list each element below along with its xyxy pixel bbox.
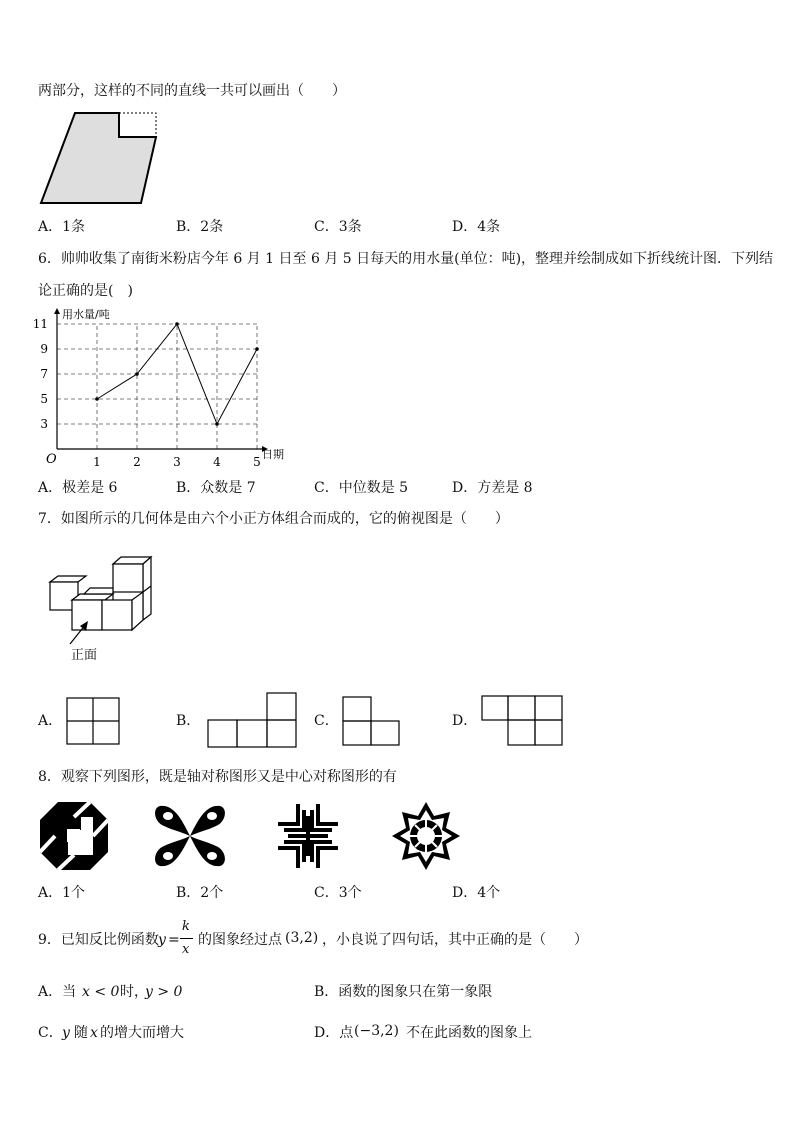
x-tick-label: 3 — [173, 455, 181, 469]
q8-figure-3-cross-emblem — [274, 802, 342, 870]
q7-option-c-figure[interactable] — [342, 696, 400, 746]
q5-option-c[interactable]: C．3条 — [314, 219, 362, 235]
y-tick-label: 7 — [40, 367, 48, 381]
y-tick-label: 11 — [32, 317, 48, 331]
data-point-day-1 — [95, 397, 99, 401]
q9-func-eq: = — [168, 932, 180, 948]
q9-option-a-mid: 时， — [120, 984, 148, 1000]
q9-point: (3,2) — [285, 930, 319, 946]
q8-figure-1-octagon-logo — [38, 800, 110, 872]
q9-stem-pre: 9．已知反比例函数 — [38, 932, 159, 948]
data-point-day-5 — [255, 347, 259, 351]
data-point-day-3 — [175, 322, 179, 326]
q7-option-a-figure[interactable] — [66, 697, 120, 745]
x-tick-label: 4 — [213, 455, 221, 469]
q9-option-b[interactable]: B．函数的图象只在第一象限 — [314, 984, 493, 1000]
q6-option-d[interactable]: D．方差是 8 — [452, 480, 533, 496]
data-point-day-2 — [135, 372, 139, 376]
q9-stem-post: ，小良说了四句话，其中正确的是（ ） — [322, 932, 588, 948]
q9-option-c-mid: 随 — [74, 1025, 88, 1041]
q6-option-c[interactable]: C．中位数是 5 — [314, 480, 409, 496]
q9-option-c-x: x — [90, 1025, 98, 1041]
q6-stem-line2: 论正确的是( ) — [38, 283, 133, 299]
x-tick-label: 2 — [133, 455, 141, 469]
q8-option-c[interactable]: C．3个 — [314, 885, 362, 901]
q6-water-usage-line-chart — [30, 306, 300, 474]
q9-option-d-point: (−3,2) — [354, 1023, 399, 1039]
y-axis-arrow — [54, 308, 60, 314]
q7-stem: 7．如图所示的几何体是由六个小正方体组合而成的，它的俯视图是（ ） — [38, 511, 509, 527]
q7-option-d[interactable]: D． — [452, 713, 478, 729]
q6-stem-line1: 6．帅帅收集了南街米粉店今年 6 月 1 日至 6 月 5 日每天的用水量(单位：吨)，整理并绘制成如下折线统计图．下列结 — [38, 251, 774, 267]
q9-option-c-prefix[interactable]: C． — [38, 1025, 63, 1041]
q7-option-c[interactable]: C． — [314, 713, 339, 729]
q9-option-c-y: y — [62, 1025, 70, 1041]
q9-stem-mid: 的图象经过点 — [198, 932, 282, 948]
data-point-day-4 — [215, 422, 219, 426]
q9-option-d-post: 不在此函数的图象上 — [406, 1025, 532, 1041]
x-axis-label: 日期 — [262, 448, 284, 461]
q8-figure-4-star-flower — [390, 800, 462, 872]
y-tick-label: 9 — [40, 342, 48, 356]
q8-stem: 8．观察下列图形，既是轴对称图形又是中心对称图形的有 — [38, 769, 397, 785]
q7-option-d-figure[interactable] — [481, 695, 563, 747]
q9-fraction-bar — [180, 938, 193, 939]
x-tick-label: 1 — [93, 455, 101, 469]
q8-figure-2-butterfly — [152, 800, 228, 872]
q6-option-a[interactable]: A．极差是 6 — [38, 480, 118, 496]
q9-frac-numerator: k — [182, 919, 190, 934]
q9-frac-denominator: x — [182, 942, 190, 957]
chart-grid — [57, 324, 257, 449]
q7-front-arrow-icon — [66, 618, 96, 646]
q8-option-d[interactable]: D．4个 — [452, 885, 501, 901]
q7-option-a[interactable]: A． — [38, 713, 63, 729]
q5-option-d[interactable]: D．4条 — [452, 219, 501, 235]
y-tick-label: 5 — [40, 392, 48, 406]
q9-option-c-post: 的增大而增大 — [100, 1025, 184, 1041]
origin-label: O — [46, 452, 57, 467]
y-tick-label: 3 — [40, 417, 48, 431]
x-tick-label: 5 — [253, 455, 261, 469]
q8-option-a[interactable]: A．1个 — [38, 885, 86, 901]
y-axis-label: 用水量/吨 — [62, 308, 110, 321]
q7-option-b-figure[interactable] — [207, 692, 297, 748]
q9-option-a-result: y > 0 — [145, 984, 183, 1000]
q7-cube-solid-figure — [44, 554, 162, 638]
q9-option-a-prefix[interactable]: A．当 — [38, 984, 77, 1000]
q7-option-b[interactable]: B． — [176, 713, 201, 729]
q5-stem-tail: 两部分，这样的不同的直线一共可以画出（ ） — [38, 83, 346, 99]
q9-option-d-prefix[interactable]: D．点 — [314, 1025, 354, 1041]
q9-func-y: y — [158, 932, 166, 948]
q5-option-b[interactable]: B．2条 — [176, 219, 224, 235]
q9-option-a-condition: x < 0 — [82, 984, 120, 1000]
q7-front-label: 正面 — [71, 648, 98, 663]
q5-parallelogram-figure — [38, 110, 160, 206]
q8-option-b[interactable]: B．2个 — [176, 885, 224, 901]
q5-option-a[interactable]: A．1条 — [38, 219, 86, 235]
q6-option-b[interactable]: B．众数是 7 — [176, 480, 256, 496]
